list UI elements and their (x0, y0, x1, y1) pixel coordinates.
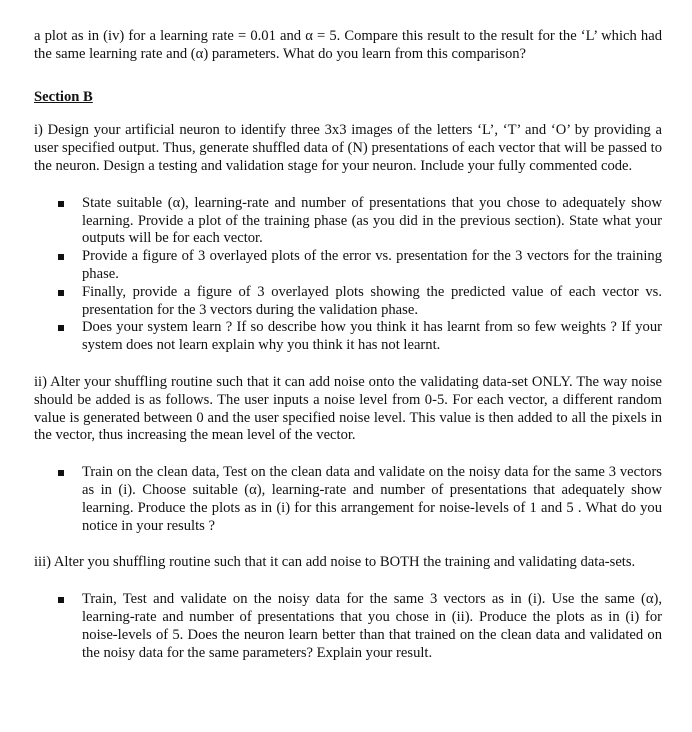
bullet-square-icon (58, 470, 64, 476)
bullet-text: Train, Test and validate on the noisy data for the same 3 vectors as in (i). Use the same (α), learning-rate and number of presentations that you chose in (ii). Produce the plots as in (i) for noise-levels of 5. Does the neuron learn better than that trained on the clean data and validated on the noisy data for the same parameters? Explain your result. (82, 591, 662, 661)
list-item (34, 591, 662, 662)
bullet-text: Finally, provide a figure of 3 overlayed plots showing the predicted value of each vector vs. presentation for the 3 vectors during the validation phase. (82, 283, 662, 318)
bullet-text: Provide a figure of 3 overlayed plots of the error vs. presentation for the 3 vectors for the training phase. (82, 248, 662, 282)
part-i-bullet-list (34, 195, 662, 355)
bullet-square-icon (58, 325, 64, 331)
bullet-text: Train on the clean data, Test on the clean data and validate on the noisy data for the same 3 vectors as in (i). Choose suitable (α), learning-rate and number of presentations that adequately show learning. Produce the plots as in (i) for this arrangement for noise-levels of 1 and 5 . What do you notice in your results ? (82, 464, 662, 534)
part-ii-bullet-list (34, 464, 662, 535)
intro-paragraph: a plot as in (iv) for a learning rate = 0.01 and α = 5. Compare this result to the result for the ‘L’ which had the same learning rate and (α) parameters. What do you learn from this comparison? (34, 28, 662, 62)
bullet-text: Does your system learn ? If so describe how you think it has learnt from so few weights ? If your system does not learn explain why you think it has not learnt. (82, 319, 662, 354)
list-item (34, 195, 662, 248)
bullet-square-icon (58, 597, 64, 603)
part-iii-bullet-list (34, 591, 662, 662)
bullet-square-icon (58, 254, 64, 260)
bullet-text: State suitable (α), learning-rate and number of presentations that you chose to adequately show learning. Provide a plot of the training phase (as you did in the previous section). State what your outputs will be for each vector. (82, 194, 662, 247)
list-item (34, 248, 662, 284)
list-item (34, 284, 662, 320)
bullet-square-icon (58, 201, 64, 207)
section-b-heading: Section B (34, 88, 93, 105)
list-item (34, 464, 662, 535)
part-iii-paragraph: iii) Alter you shuffling routine such that it can add noise to BOTH the training and validating data-sets. (34, 554, 636, 571)
list-item (34, 319, 662, 355)
bullet-square-icon (58, 290, 64, 296)
part-ii-paragraph: ii) Alter your shuffling routine such that it can add noise onto the validating data-set ONLY. The way noise should be added is as follows. The user inputs a noise level from 0-5. For each vector, a different random value is generated between 0 and the user specified noise level. This value is then added to all the pixels in the vector, thus increasing the mean level of the vector. (34, 373, 662, 444)
part-i-paragraph: i) Design your artificial neuron to identify three 3x3 images of the letters ‘L’, ‘T’ and ‘O’ by providing a user specified output. Thus, generate shuffled data of (N) presentations of each vector that will be passed to the neuron. Design a testing and validation stage for your neuron. Include your fully commented code. (34, 122, 662, 174)
document-page (34, 28, 662, 681)
